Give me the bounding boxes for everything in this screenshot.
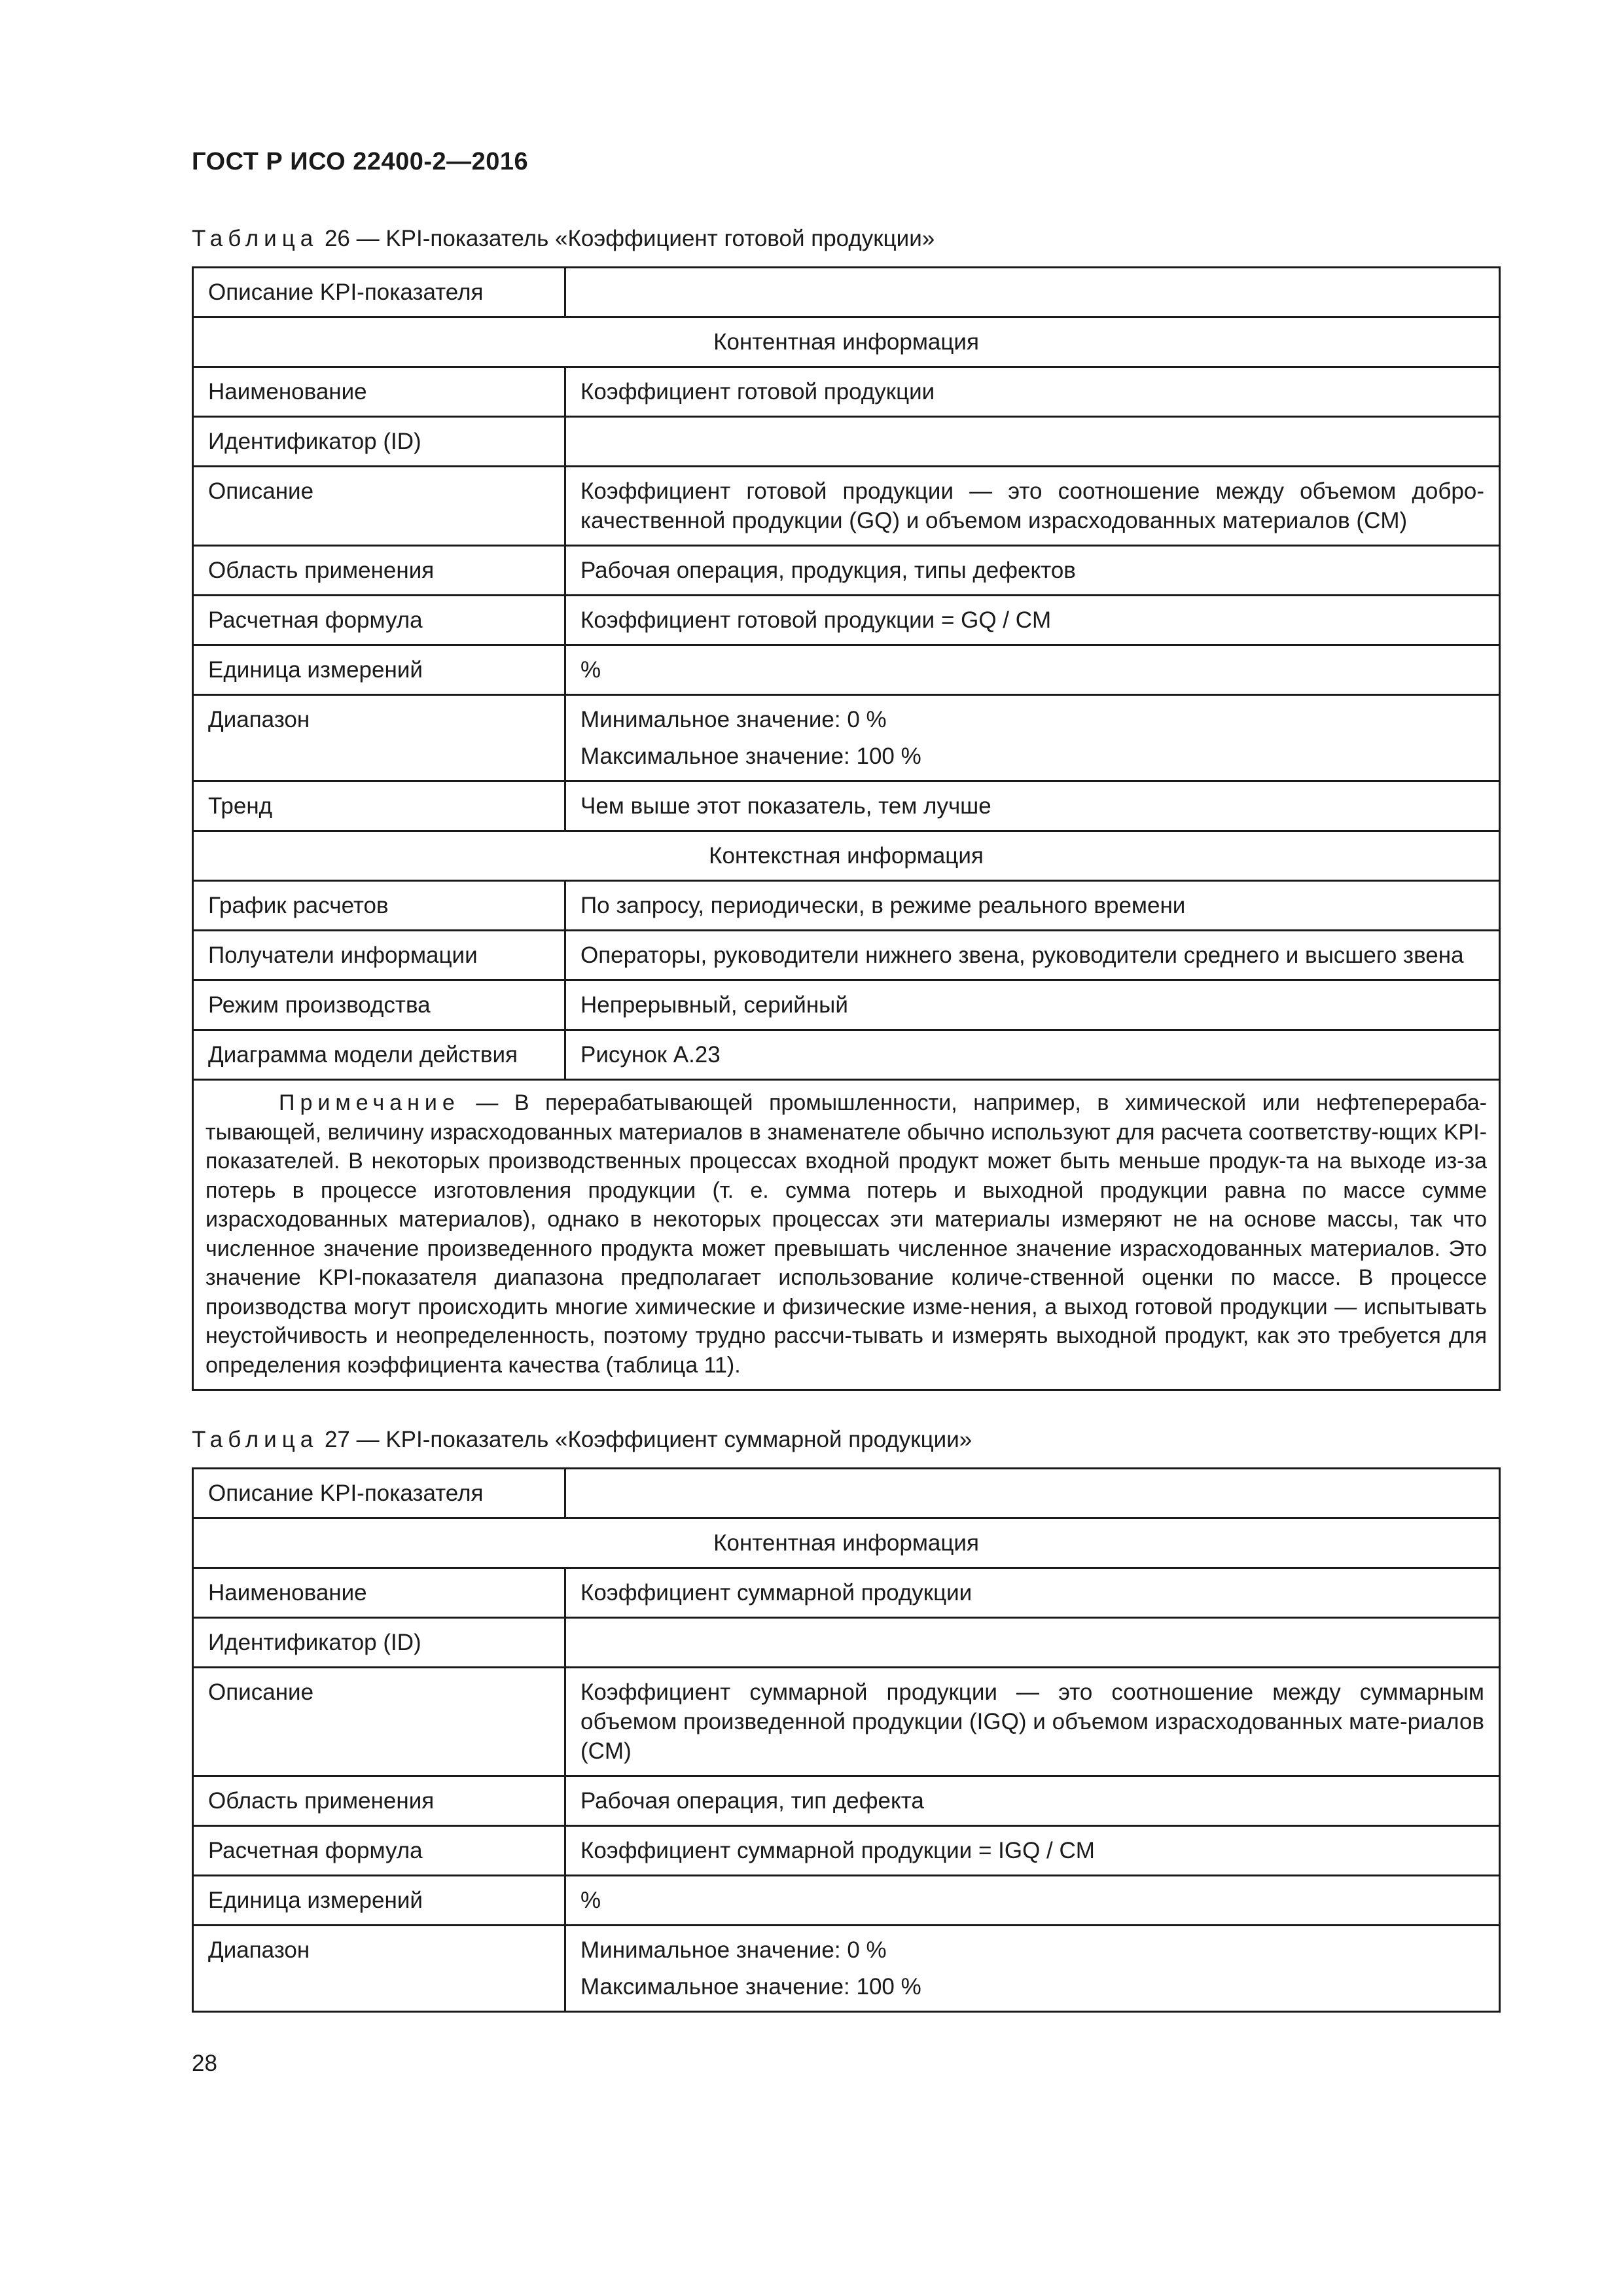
description-value: Коэффициент готовой продукции — это соотношение между объемом добро-качественной продукции (GQ) и объемом израсходованных материалов (CM) bbox=[565, 467, 1500, 546]
table-26 bbox=[192, 266, 1501, 1391]
content-section-header: Контентная информация bbox=[193, 1518, 1500, 1568]
table-row bbox=[193, 1926, 1500, 2012]
range-value bbox=[565, 695, 1500, 781]
mode-label: Режим производства bbox=[193, 980, 565, 1030]
table-row bbox=[193, 1469, 1500, 1518]
range-min: Минимальное значение: 0 % bbox=[580, 1937, 887, 1963]
table-row bbox=[193, 831, 1500, 881]
table-26-caption bbox=[192, 226, 935, 252]
schedule-value: По запросу, периодически, в режиме реального времени bbox=[565, 881, 1500, 931]
name-value: Коэффициент суммарной продукции bbox=[565, 1568, 1500, 1618]
table-26-caption-title: 26 — KPI-показатель «Коэффициент готовой продукции» bbox=[318, 226, 935, 251]
id-label: Идентификатор (ID) bbox=[193, 417, 565, 467]
table-row bbox=[193, 268, 1500, 317]
kpi-description-value bbox=[565, 1469, 1500, 1518]
range-max: Максимальное значение: 100 % bbox=[580, 1974, 921, 2000]
formula-value: Коэффициент суммарной продукции = IGQ / CM bbox=[565, 1826, 1500, 1876]
table-27-caption-prefix: Таблица bbox=[192, 1427, 319, 1452]
unit-value: % bbox=[565, 1876, 1500, 1926]
range-label: Диапазон bbox=[193, 695, 565, 781]
diagram-label: Диаграмма модели действия bbox=[193, 1030, 565, 1080]
page-number: 28 bbox=[192, 2051, 217, 2076]
unit-label: Единица измерений bbox=[193, 1876, 565, 1926]
kpi-description-label: Описание KPI-показателя bbox=[193, 1469, 565, 1518]
id-value bbox=[565, 417, 1500, 467]
table-row bbox=[193, 931, 1500, 980]
scope-value: Рабочая операция, продукция, типы дефектов bbox=[565, 546, 1500, 596]
scope-value: Рабочая операция, тип дефекта bbox=[565, 1776, 1500, 1826]
id-label: Идентификатор (ID) bbox=[193, 1618, 565, 1668]
table-row bbox=[193, 417, 1500, 467]
table-row bbox=[193, 645, 1500, 695]
kpi-description-value bbox=[565, 268, 1500, 317]
unit-label: Единица измерений bbox=[193, 645, 565, 695]
table-row bbox=[193, 1030, 1500, 1080]
description-value: Коэффициент суммарной продукции — это соотношение между суммарным объемом произведенной продукции (IGQ) и объемом израсходованных мате-риалов (CM) bbox=[565, 1668, 1500, 1776]
note-lead: Примечание bbox=[279, 1090, 460, 1115]
table-row bbox=[193, 881, 1500, 931]
recipients-value: Операторы, руководители нижнего звена, руководители среднего и высшего звена bbox=[565, 931, 1500, 980]
table-row bbox=[193, 1876, 1500, 1926]
description-label: Описание bbox=[193, 1668, 565, 1776]
document-header: ГОСТ Р ИСО 22400-2—2016 bbox=[192, 148, 529, 175]
name-label: Наименование bbox=[193, 1568, 565, 1618]
table-row bbox=[193, 467, 1500, 546]
mode-value: Непрерывный, серийный bbox=[565, 980, 1500, 1030]
context-section-header: Контекстная информация bbox=[193, 831, 1500, 881]
table-row bbox=[193, 781, 1500, 831]
content-section-header: Контентная информация bbox=[193, 317, 1500, 367]
description-label: Описание bbox=[193, 467, 565, 546]
table-row bbox=[193, 317, 1500, 367]
range-label: Диапазон bbox=[193, 1926, 565, 2012]
table-27 bbox=[192, 1467, 1501, 2013]
note-text: — В перерабатывающей промышленности, например, в химической или нефтеперераба-тывающей, величину израсходованных материалов в знаменателе обычно используют для расчета соответству-ющих KPI-показателей. В некоторых производственных процессах входной продукт может быть меньше продук-та на выходе из-за потерь в процессе изготовления продукции (т. е. сумма потерь и выходной продукции равна по массе сумме израсходованных материалов), однако в некоторых процессах эти материалы измеряют не на основе массы, так что численное значение произведенного продукта может превышать численное значение израсходованных материалов. Это значение KPI-показателя диапазона предполагает использование количе-ственной оценки по массе. В процессе производства могут происходить многие химические и физические изме-нения, а выход готовой продукции — испытывать неустойчивость и неопределенность, поэтому трудно рассчи-тывать и измерять выходной продукт, как это требуется для определения коэффициента качества (таблица 11). bbox=[205, 1090, 1487, 1378]
table-row bbox=[193, 367, 1500, 417]
schedule-label: График расчетов bbox=[193, 881, 565, 931]
table-note bbox=[193, 1080, 1500, 1390]
formula-label: Расчетная формула bbox=[193, 1826, 565, 1876]
diagram-value: Рисунок А.23 bbox=[565, 1030, 1500, 1080]
table-row bbox=[193, 596, 1500, 645]
range-min: Минимальное значение: 0 % bbox=[580, 707, 887, 732]
trend-value: Чем выше этот показатель, тем лучше bbox=[565, 781, 1500, 831]
table-row bbox=[193, 1568, 1500, 1618]
table-27-caption-title: 27 — KPI-показатель «Коэффициент суммарной продукции» bbox=[318, 1427, 972, 1452]
table-row bbox=[193, 1668, 1500, 1776]
scope-label: Область применения bbox=[193, 546, 565, 596]
name-label: Наименование bbox=[193, 367, 565, 417]
table-row bbox=[193, 1618, 1500, 1668]
scope-label: Область применения bbox=[193, 1776, 565, 1826]
table-26-caption-prefix: Таблица bbox=[192, 226, 319, 251]
name-value: Коэффициент готовой продукции bbox=[565, 367, 1500, 417]
range-value bbox=[565, 1926, 1500, 2012]
table-row bbox=[193, 980, 1500, 1030]
kpi-description-label: Описание KPI-показателя bbox=[193, 268, 565, 317]
table-row bbox=[193, 1826, 1500, 1876]
id-value bbox=[565, 1618, 1500, 1668]
table-row bbox=[193, 1776, 1500, 1826]
recipients-label: Получатели информации bbox=[193, 931, 565, 980]
formula-value: Коэффициент готовой продукции = GQ / CM bbox=[565, 596, 1500, 645]
table-row bbox=[193, 695, 1500, 781]
range-max: Максимальное значение: 100 % bbox=[580, 744, 921, 769]
table-27-caption bbox=[192, 1427, 972, 1453]
formula-label: Расчетная формула bbox=[193, 596, 565, 645]
table-row bbox=[193, 1518, 1500, 1568]
unit-value: % bbox=[565, 645, 1500, 695]
table-row bbox=[193, 546, 1500, 596]
trend-label: Тренд bbox=[193, 781, 565, 831]
table-row bbox=[193, 1080, 1500, 1390]
